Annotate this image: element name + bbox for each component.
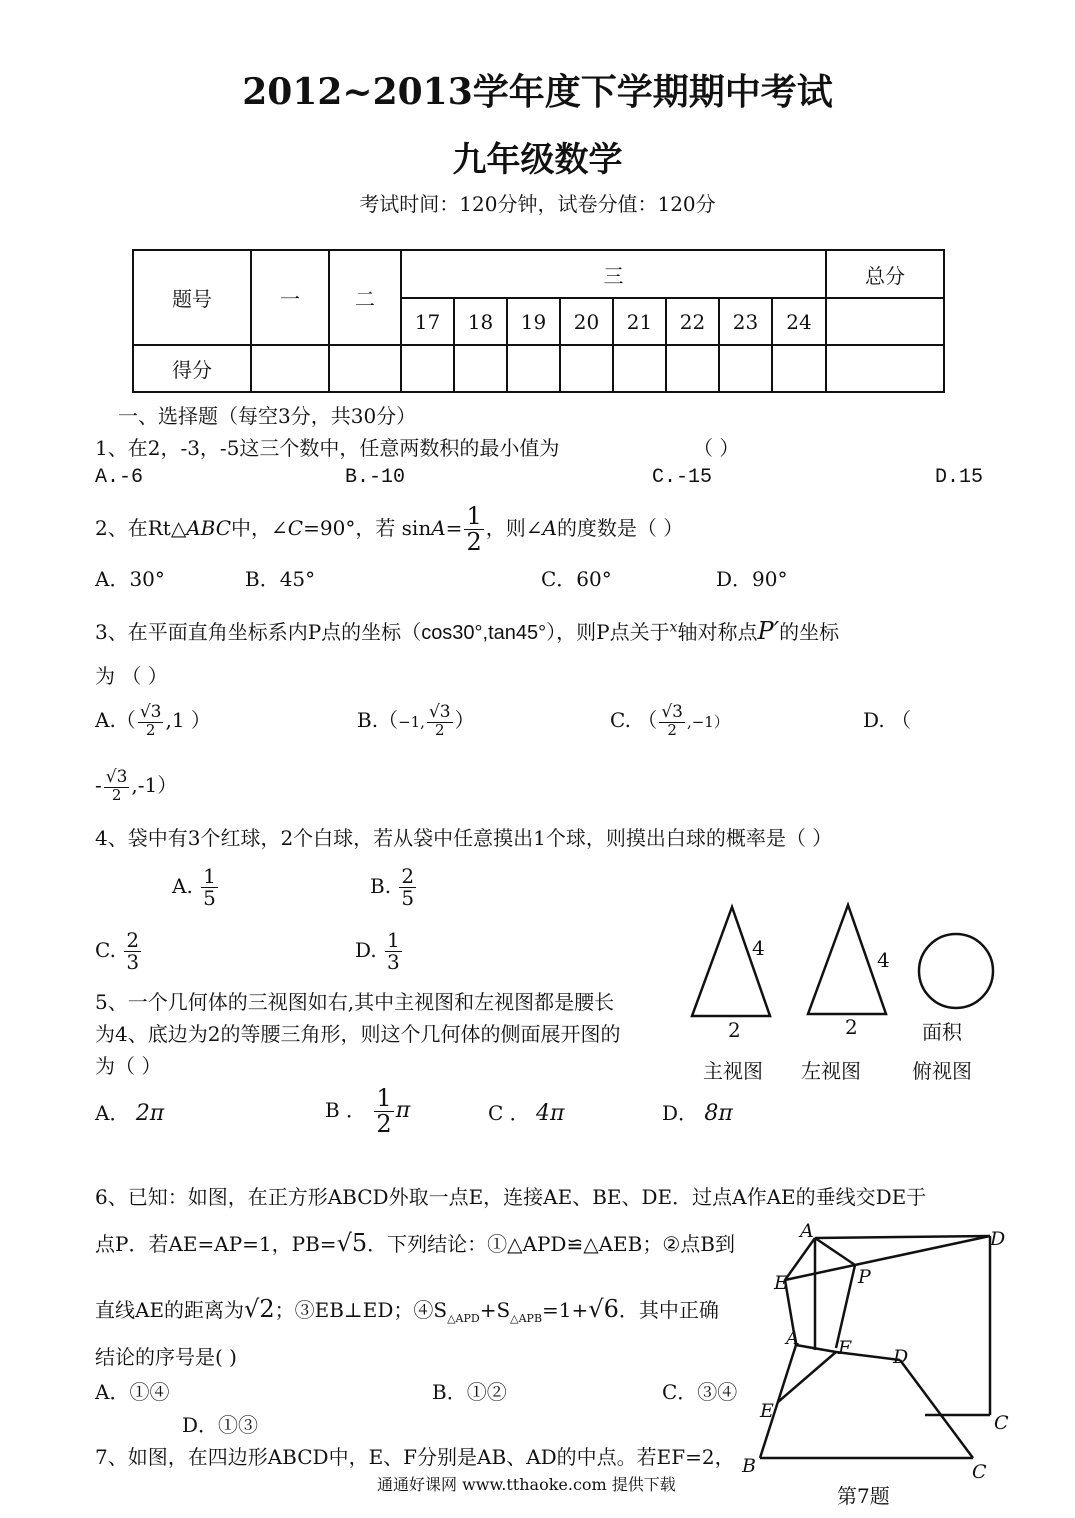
q2-suffix: 的度数是（ ） bbox=[556, 516, 684, 540]
q3-option-c[interactable]: C. （ $\frac{√3}{2}$ ,−1） bbox=[610, 702, 729, 740]
col-two: 二 bbox=[329, 250, 401, 345]
score-cell[interactable] bbox=[666, 345, 719, 392]
top-view-circle bbox=[919, 934, 993, 1008]
q3-option-b[interactable]: B.（−1, $\frac{√3}{2}$ ） bbox=[357, 702, 475, 740]
q1-option-a[interactable]: A.-6 bbox=[95, 466, 144, 489]
total-cell[interactable] bbox=[826, 298, 944, 345]
q2-mid2: =90°，若 sin bbox=[303, 516, 432, 540]
q6-line3: 直线AE的距离为√2；③EB⊥ED；$④S_{\triangle APD}+S_{\triangle APB}=1+√6$．其中正确 bbox=[95, 1295, 719, 1325]
q5-option-d[interactable]: D． 8π bbox=[662, 1101, 733, 1126]
q4-option-c[interactable]: C. $\frac{2}{3}$ bbox=[95, 928, 140, 974]
q6-label-p: P bbox=[858, 1266, 871, 1288]
top-view-caption: 俯视图 bbox=[912, 1059, 972, 1083]
col-one: 一 bbox=[251, 250, 329, 345]
q3-option-d-value: - $\frac{√3}{2}$ ,-1） bbox=[95, 767, 178, 805]
col-total: 总分 bbox=[826, 250, 944, 298]
q6-option-a[interactable]: A．①④ bbox=[95, 1380, 170, 1404]
q2-mid1: 中，∠ bbox=[231, 516, 288, 540]
q6-option-b[interactable]: B．①② bbox=[432, 1380, 507, 1404]
exam-title: 2012~2013学年度下学期期中考试 bbox=[242, 71, 833, 113]
q6-option-d[interactable]: D．①③ bbox=[182, 1413, 259, 1437]
q5-line1: 5、一个几何体的三视图如右,其中主视图和左视图都是腰长 bbox=[95, 990, 615, 1014]
q3-text: 3、在平面直角坐标系内P点的坐标（cos30°,tan45°），则P点关于$^x$轴对称点P′的坐标 bbox=[95, 617, 840, 645]
q5-line2: 为4、底边为2的等腰三角形，则这个几何体的侧面展开图的 bbox=[95, 1022, 621, 1046]
score-cell[interactable] bbox=[772, 345, 826, 392]
exam-subject: 九年级数学 bbox=[452, 140, 623, 180]
col-three: 三 bbox=[401, 250, 826, 298]
q4-option-a[interactable]: A. $\frac{1}{5}$ bbox=[172, 864, 216, 910]
q6-label-c: C bbox=[994, 1412, 1009, 1434]
score-table bbox=[132, 249, 945, 393]
q3-option-d[interactable]: D. （ bbox=[863, 708, 912, 732]
q3-coord: cos30°,tan45° bbox=[421, 622, 547, 644]
score-cell[interactable] bbox=[507, 345, 560, 392]
sub-number: 22 bbox=[666, 298, 719, 345]
q1-option-d[interactable]: D.15 bbox=[935, 466, 984, 489]
q7-label-e: E bbox=[760, 1400, 774, 1422]
exam-info: 考试时间：120分钟，试卷分值：120分 bbox=[359, 192, 716, 216]
score-cell[interactable] bbox=[454, 345, 507, 392]
side-view-caption: 左视图 bbox=[801, 1059, 861, 1083]
score-cell[interactable] bbox=[329, 345, 401, 392]
q2-eq: = bbox=[445, 516, 463, 540]
q6-option-c[interactable]: C．③④ bbox=[662, 1380, 738, 1404]
q7-text: 7、如图，在四边形ABCD中，E、F分别是AB、AD的中点。若EF=2， bbox=[95, 1445, 735, 1469]
q2-option-d[interactable]: D．90° bbox=[716, 567, 788, 591]
side-base-label: 2 bbox=[845, 1015, 858, 1039]
sub-number: 19 bbox=[507, 298, 560, 345]
q5-three-views-figure bbox=[680, 895, 1010, 1025]
side-side-label: 4 bbox=[877, 948, 890, 972]
q2-option-c[interactable]: C．60° bbox=[541, 567, 612, 591]
q7-label-a: A bbox=[786, 1327, 800, 1349]
q7-label-b: B bbox=[742, 1455, 756, 1477]
q2-prefix: 2、在Rt△ bbox=[95, 516, 187, 540]
q6-label-a: A bbox=[800, 1220, 814, 1242]
front-view-triangle bbox=[692, 907, 770, 1016]
q6-label-e: E bbox=[774, 1272, 788, 1294]
q3-x: x bbox=[669, 619, 678, 636]
q6-square-figure bbox=[785, 1236, 990, 1415]
q7-label-d: D bbox=[893, 1346, 909, 1368]
q5-option-a[interactable]: A． 2π bbox=[95, 1101, 165, 1126]
footer-source: 通通好课网 www.tthaoke.com 提供下载 bbox=[377, 1475, 676, 1494]
q6-line2: 点P．若AE=AP=1，PB=√5．下列结论：①△APD≌△AEB；②点B到 bbox=[95, 1229, 735, 1257]
q2-mid3: ，则∠ bbox=[485, 516, 543, 540]
score-cell[interactable] bbox=[401, 345, 454, 392]
q5-line3[interactable]: 为（ ） bbox=[95, 1054, 162, 1078]
sub-number: 17 bbox=[401, 298, 454, 345]
q6-label-d: D bbox=[990, 1228, 1006, 1250]
score-cell[interactable] bbox=[613, 345, 666, 392]
front-view-caption: 主视图 bbox=[703, 1059, 763, 1083]
q1-answer-paren[interactable]: （ ） bbox=[693, 436, 740, 460]
row-label-score: 得分 bbox=[133, 345, 251, 392]
q2-fraction: $\frac{1}{2}$ bbox=[466, 501, 482, 556]
q6-line1: 6、已知：如图，在正方形ABCD外取一点E，连接AE、BE、DE．过点A作AE的垂线交DE于 bbox=[95, 1185, 927, 1209]
q5-option-c[interactable]: C ． 4π bbox=[488, 1101, 565, 1126]
q5-option-b[interactable]: B ． $\frac{1}{2}$ π bbox=[325, 1083, 411, 1138]
q1-option-b[interactable]: B.-10 bbox=[345, 466, 406, 489]
q7-caption: 第7题 bbox=[837, 1484, 890, 1508]
side-view-triangle bbox=[808, 905, 886, 1014]
score-cell[interactable] bbox=[826, 345, 944, 392]
q7-quadrilateral-figure bbox=[760, 1345, 973, 1458]
q3-line2[interactable]: 为 （ ） bbox=[95, 664, 168, 688]
q2-a2: A bbox=[542, 516, 557, 540]
q6-q7-geometry-figure bbox=[740, 1220, 1040, 1480]
section-heading: 一、选择题（每空3分，共30分） bbox=[118, 404, 417, 428]
q6-line4[interactable]: 结论的序号是( ) bbox=[95, 1345, 237, 1369]
q4-option-d[interactable]: D. $\frac{1}{3}$ bbox=[355, 928, 400, 974]
front-base-label: 2 bbox=[728, 1018, 741, 1042]
q2-option-a[interactable]: A．30° bbox=[95, 567, 165, 591]
q1-text: 1、在2，-3，-5这三个数中，任意两数积的最小值为 bbox=[95, 436, 560, 460]
score-cell[interactable] bbox=[251, 345, 329, 392]
q3-pprime: P′ bbox=[757, 617, 780, 645]
sub-number: 24 bbox=[772, 298, 826, 345]
sub-number: 21 bbox=[613, 298, 666, 345]
q2-c: C bbox=[287, 516, 304, 540]
q7-label-c: C bbox=[972, 1461, 987, 1483]
q1-option-c[interactable]: C.-15 bbox=[652, 466, 713, 489]
q2-a: A bbox=[431, 516, 446, 540]
q3-option-a[interactable]: A.（ $\frac{√3}{2}$ ,1 ） bbox=[95, 702, 211, 740]
sub-number: 23 bbox=[719, 298, 772, 345]
row-label-number: 题号 bbox=[133, 250, 251, 345]
q4-text: 4、袋中有3个红球，2个白球，若从袋中任意摸出1个球，则摸出白球的概率是（ ） bbox=[95, 826, 833, 850]
q2-option-b[interactable]: B．45° bbox=[245, 567, 316, 591]
front-side-label: 4 bbox=[752, 936, 765, 960]
q4-option-b[interactable]: B. $\frac{2}{5}$ bbox=[370, 864, 415, 910]
sub-number: 20 bbox=[560, 298, 613, 345]
sub-number: 18 bbox=[454, 298, 507, 345]
q2-abc: ABC bbox=[186, 516, 232, 540]
circle-caption: 面积 bbox=[922, 1020, 962, 1044]
score-cell[interactable] bbox=[719, 345, 772, 392]
score-cell[interactable] bbox=[560, 345, 613, 392]
q2-text bbox=[95, 500, 683, 556]
q7-label-f: F bbox=[838, 1337, 852, 1359]
